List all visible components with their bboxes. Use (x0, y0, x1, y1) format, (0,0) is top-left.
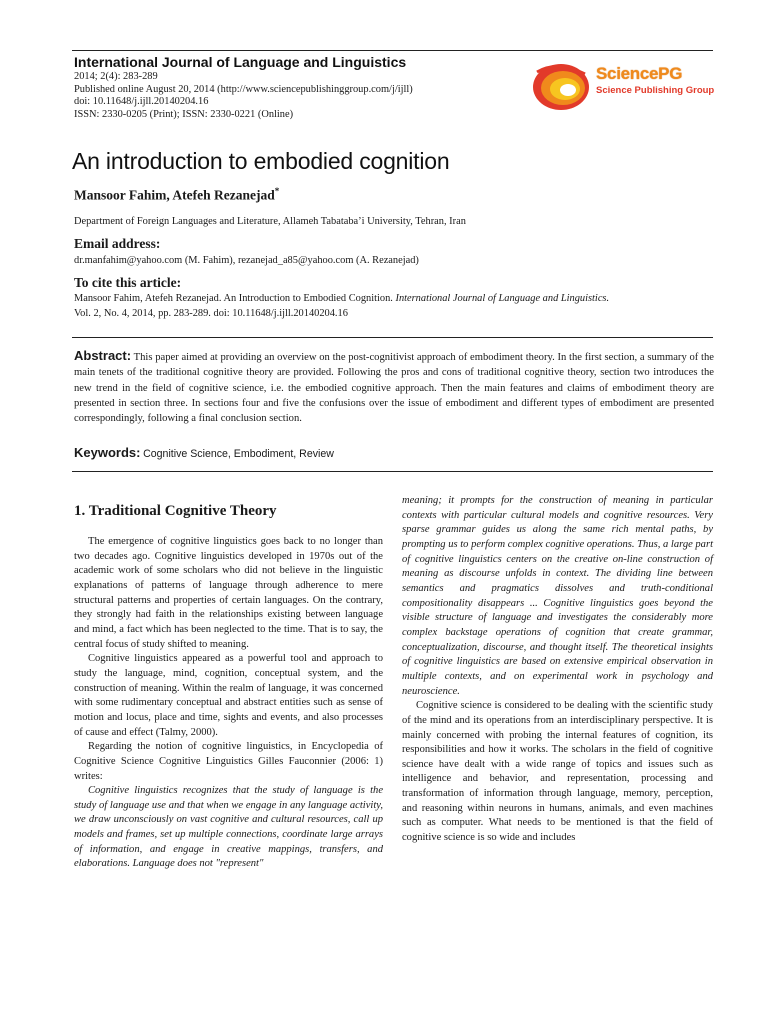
paper-authors (74, 186, 279, 204)
block-quote-start: Cognitive linguistics recognizes that the study of language is the study of language use and that when we engage in any language activity, we draw unconsciously on vast cognitive and cultural resources, call up models and frames, set up multiple connections, coordinate large arrays of information, and engage in creative mappings, transfers, and elaborations. Language does not "represent" (74, 785, 383, 870)
corresponding-author-mark: * (274, 186, 280, 196)
citation-journal: International Journal of Language and Linguistics. (395, 293, 610, 304)
publisher-name: SciencePG (596, 64, 683, 83)
paragraph-1: The emergence of cognitive linguistics goes back to no longer than two decades ago. Cognitive linguistics developed in 1970s out of the academic work of some scholars who did not believe in the linguistic explanations of patterns of language through adherence to mere structural patterns and properties of certain languages. On the contrary, they strongly had faith in the relationships existing between language and mind, a fact which has been neglected to the time. That is to say, the central focus of study shifted to meaning. (74, 536, 383, 650)
publisher-logo-text (596, 64, 714, 96)
body-top-rule (72, 471, 713, 472)
journal-title: International Journal of Language and Linguistics (74, 54, 407, 70)
affiliation: Department of Foreign Languages and Literature, Allameh Tabataba’i University, Tehran, Iran (74, 216, 466, 227)
section-1-heading: 1. Traditional Cognitive Theory (74, 503, 277, 519)
journal-volume: 2014; 2(4): 283-289 (74, 71, 158, 82)
abstract (74, 348, 714, 426)
keywords (74, 445, 334, 460)
journal-published: Published online August 20, 2014 (http://www.sciencepublishinggroup.com/j/ijll) (74, 83, 413, 95)
journal-meta (74, 71, 413, 121)
body-column-left (74, 502, 383, 872)
email-heading: Email address: (74, 236, 161, 251)
email-addresses: dr.manfahim@yahoo.com (M. Fahim), rezanejad_a85@yahoo.com (A. Rezanejad) (74, 255, 419, 266)
header-top-rule (72, 50, 713, 51)
keywords-label: Keywords: (74, 445, 141, 460)
citation-line-2: Vol. 2, No. 4, 2014, pp. 283-289. doi: 10.11648/j.ijll.20140204.16 (74, 308, 348, 319)
citation-line-1 (74, 293, 609, 304)
author-names: Mansoor Fahim, Atefeh Rezanejad (74, 187, 275, 203)
abstract-top-rule (72, 337, 713, 338)
publisher-subtitle: Science Publishing Group (596, 85, 715, 96)
journal-issn: ISSN: 2330-0205 (Print); ISSN: 2330-0221 (Online) (74, 108, 294, 120)
body-column-right (402, 494, 713, 846)
paragraph-4: Cognitive science is considered to be dealing with the scientific study of the mind and its operations from an interdisciplinary perspective. It is mainly concerned with probing the internal features of cognition, its responsibilities and how it works. The scholars in the field of cognitive science have dealt with a wide range of topics and issues such as intelligence and behavior, and representation, processing and transformation of information through language, memory, perception, and reasoning within neurons in humans, animals, and even machines such as computer. What needs to be mentioned is that the field of cognitive science is so wide and includes (402, 700, 713, 844)
citation-authors-title: Mansoor Fahim, Atefeh Rezanejad. An Introduction to Embodied Cognition. (74, 293, 396, 304)
paragraph-3: Regarding the notion of cognitive linguistics, in Encyclopedia of Cognitive Science Cognitive Linguistics Gilles Fauconnier (2006: 1) writes: (74, 741, 383, 782)
abstract-label: Abstract: (74, 348, 132, 363)
block-quote-continued: meaning; it prompts for the construction of meaning in particular contexts with particular cultural models and cognitive resources. Very sparse grammar guides us along the same rich mental paths, by prompting us to perform complex cognitive operations. Thus, a large part of cognitive linguistics centers on the creative on-line construction of meaning as discourse unfolds in context. The dividing line between semantics and pragmatics dissolves and truth-conditional compositionality disappears ... Cognitive linguistics goes beyond the visible structure of language and investigates the considerably more complex backstage operations of cognition that create grammar, conceptualization, discourse, and thought itself. The theoretical insights of cognitive linguistics are based on extensive empirical observation in multiple contexts, and on experimental work in psychology and neuroscience. (402, 495, 713, 697)
paragraph-2: Cognitive linguistics appeared as a powerful tool and approach to study the language, mind, cognition, conceptual system, and the construction of meaning. Within the realm of language, it was concerned with some rudimentary conceptual and abstract entities such as sense of motion and locus, place and time, sights and events, and also processes of cause and effect (Talmy, 2000). (74, 653, 383, 738)
paper-title: An introduction to embodied cognition (72, 148, 450, 174)
keywords-text: Cognitive Science, Embodiment, Review (143, 448, 334, 460)
cite-heading: To cite this article: (74, 275, 182, 290)
abstract-text: This paper aimed at providing an overview on the post-cognitivist approach of embodiment theory. In the first section, a summary of the main tenets of the traditional cognitive theory are provided. Following the pros and cons of traditional cognitive theory, section two introduces the new trend in the field of cognitive science, i.e. the embodied cognitive approach. Then the main features and claims of embodiment theory are presented in section three. In sections four and five the confusions over the issue of embodiment and different types of embodiment are presented correspondingly, following a final conclusion section. (74, 352, 714, 425)
journal-doi: doi: 10.11648/j.ijll.20140204.16 (74, 96, 209, 108)
